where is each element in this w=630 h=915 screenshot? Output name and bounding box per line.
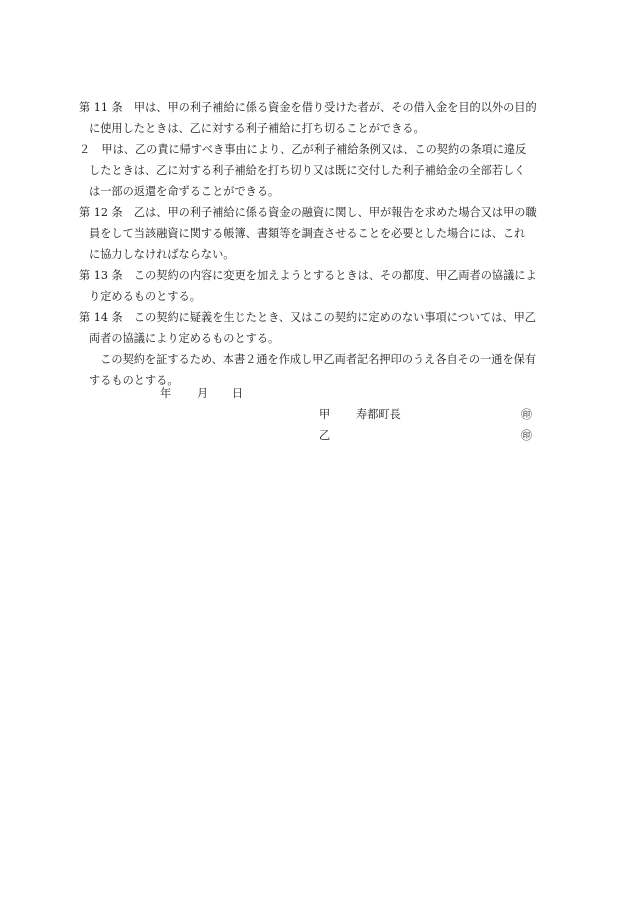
article-line: は一部の返還を命ずることができる。 <box>89 185 280 198</box>
article-14 <box>79 307 559 349</box>
seal-mark-ko: ㊞ <box>521 408 532 421</box>
date-year: 年 <box>160 387 172 400</box>
article-11-paragraph-2 <box>79 139 559 202</box>
closing-clause <box>79 349 559 391</box>
article-line: 第 14 条 この契約に疑義を生じたとき、又はこの契約に定めのない事項については、甲乙 <box>79 311 536 324</box>
article-line: ２ 甲は、乙の責に帰すべき事由により、乙が利子補給条例又は、この契約の条項に違反 <box>79 143 527 156</box>
article-line: 第 11 条 甲は、甲の利子補給に係る資金を借り受けた者が、その借入金を目的以外の目的 <box>79 101 537 114</box>
article-line: この契約を証するため、本書２通を作成し甲乙両者記名押印のうえ各自その一通を保有 <box>89 353 537 366</box>
seal-mark-otsu: ㊞ <box>521 429 532 442</box>
article-line: 両者の協議により定めるものとする。 <box>89 332 280 345</box>
article-line: に使用したときは、乙に対する利子補給に打ち切ることができる。 <box>89 122 425 135</box>
article-line: 第 13 条 この契約の内容に変更を加えようとするときは、その都度、甲乙両者の協議によ <box>79 269 537 282</box>
article-line: り定めるものとする。 <box>89 290 201 303</box>
contract-body <box>79 97 559 391</box>
party-ko-label: 甲 <box>319 408 331 421</box>
article-line: するものとする。 <box>89 374 179 387</box>
date-day: 日 <box>232 387 244 400</box>
article-13 <box>79 265 559 307</box>
article-line: に協力しなければならない。 <box>89 248 235 261</box>
article-11 <box>79 97 559 139</box>
party-ko-name: 寿都町長 <box>356 408 401 421</box>
date-month: 月 <box>197 387 209 400</box>
article-line: 第 12 条 乙は、甲の利子補給に係る資金の融資に関し、甲が報告を求めた場合又は甲の職 <box>79 206 537 219</box>
article-12 <box>79 202 559 265</box>
article-line: 員をして当該融資に関する帳簿、書類等を調査させることを必要とした場合には、これ <box>89 227 526 240</box>
party-otsu-label: 乙 <box>319 429 331 442</box>
article-line: したときは、乙に対する利子補給を打ち切り又は既に交付した利子補給金の全部若しく <box>89 164 526 177</box>
